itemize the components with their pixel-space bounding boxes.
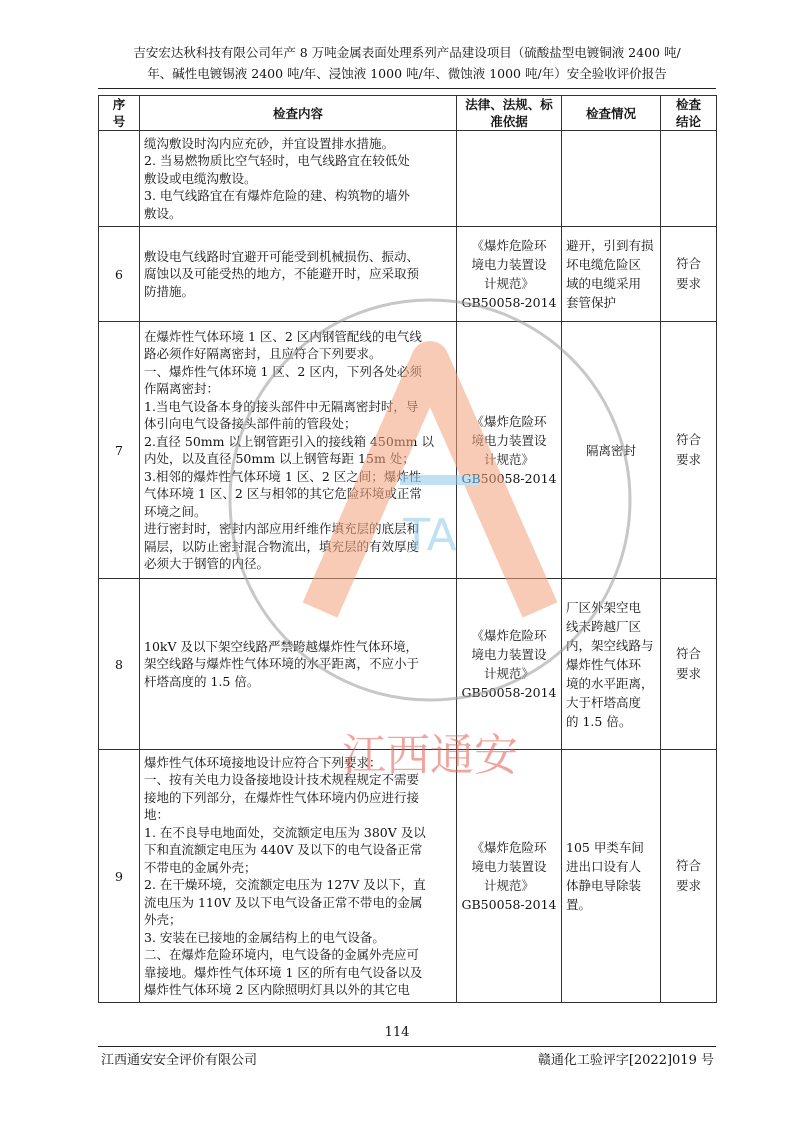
row-number: 7 <box>99 322 140 579</box>
cell-line: 架空线路与爆炸性气体环境的水平距离，不应小于 <box>144 656 420 672</box>
cell-line: 1.当电气设备本身的接头部件中无隔离密封时，导 <box>144 398 419 414</box>
cell-line: 爆炸性气体环境接地设计应符合下列要求： <box>144 754 382 770</box>
cell-line: 必须大于钢管的内径。 <box>144 556 270 571</box>
cell-line: 进行密封时，密封内部应用纤维作填充层的底层和 <box>144 521 420 536</box>
row-check <box>562 131 661 227</box>
cell-line: 域的电缆采用 <box>566 276 642 291</box>
cell-line: 爆炸性气体环 <box>566 656 642 672</box>
row-conclusion <box>661 579 717 750</box>
cell-line: 一、爆炸性气体环境 1 区、2 区内，下列各处必须 <box>144 363 422 379</box>
cell-line: 作隔离密封： <box>144 381 220 396</box>
cell-line: 体引向电气设备接头部件前的管段处； <box>144 416 357 431</box>
cell-line: 3. 安装在已接地的金属结构上的电气设备。 <box>144 929 385 945</box>
cell-line: 3.相邻的爆炸性气体环境 1 区、2 区之间；爆炸性 <box>144 468 422 484</box>
row-conclusion <box>661 750 717 1003</box>
report-header <box>100 42 714 84</box>
cell-line: GB50058-2014 <box>461 471 557 486</box>
cell-line: 符合 <box>675 256 701 271</box>
cell-line: 境电力装置设 <box>471 859 547 874</box>
cell-line: 《爆炸危险环 <box>471 840 547 855</box>
cell-line: 隔离密封 <box>585 442 636 458</box>
header-conclusion: 检查 结论 <box>661 96 717 131</box>
cell-line: 境电力装置设 <box>471 433 547 448</box>
cell-line: 境的水平距离， <box>566 675 654 691</box>
header-line-2: 年、碱性电镀锡液 2400 吨/年、浸蚀液 1000 吨/年、微蚀液 1000 吨/年）安全验收评价报告 <box>147 66 667 81</box>
cell-line: 2. 当易燃物质比空气轻时，电气线路宜在较低处 <box>144 153 410 169</box>
cell-line: 计规范》 <box>483 452 534 467</box>
table-row <box>99 227 717 322</box>
row-content <box>140 579 457 750</box>
cell-line: 一、按有关电力设备接地设计技术规程规定不需要 <box>144 772 420 787</box>
header-content: 检查内容 <box>140 96 457 131</box>
cell-line: 要求 <box>675 878 701 893</box>
cell-line: 敷设。 <box>144 205 182 221</box>
row-number: 9 <box>99 750 140 1003</box>
row-basis <box>457 131 562 227</box>
table-row <box>99 750 717 1003</box>
header-no: 序 号 <box>99 96 140 131</box>
cell-line: 接地的下列部分，在爆炸性气体环境内仍应进行接 <box>144 789 420 805</box>
cell-line: 要求 <box>675 276 701 291</box>
inspection-table <box>98 95 717 1003</box>
footer-doc-number: 赣通化工验评字[2022]019 号 <box>537 1053 714 1068</box>
cell-line: 符合 <box>675 432 701 447</box>
header-check: 检查情况 <box>562 96 661 131</box>
row-check <box>562 227 661 322</box>
cell-line: GB50058-2014 <box>461 897 557 912</box>
cell-line: 腐蚀以及可能受热的地方，不能避开时，应采取预 <box>144 266 420 282</box>
cell-line: 计规范》 <box>483 878 534 893</box>
row-number: 6 <box>99 227 140 322</box>
row-content <box>140 322 457 579</box>
cell-line: 环境之间。 <box>144 503 207 519</box>
table-row <box>99 579 717 750</box>
cell-line: GB50058-2014 <box>461 295 557 310</box>
table-body <box>99 131 717 1003</box>
cell-line: 敷设或电缆沟敷设。 <box>144 170 257 186</box>
watermark-ta: TA <box>403 510 457 561</box>
cell-line: 敷设电气线路时宜避开可能受到机械损伤、振动、 <box>144 248 420 264</box>
cell-line: 隔层，以防止密封混合物流出，填充层的有效厚度 <box>144 538 420 554</box>
row-basis <box>457 227 562 322</box>
table-row <box>99 322 717 579</box>
header-line-1: 吉安宏达秋科技有限公司年产 8 万吨金属表面处理系列产品建设项目（硫酸盐型电镀铜液 2400 吨/ <box>133 45 681 60</box>
cell-line: 要求 <box>675 452 701 467</box>
cell-line: 《爆炸危险环 <box>471 238 547 253</box>
cell-line: 下和直流额定电压为 440V 及以下的电气设备正常 <box>144 842 423 857</box>
cell-line: 计规范》 <box>483 276 534 291</box>
row-content <box>140 750 457 1003</box>
cell-line: 计规范》 <box>483 666 534 681</box>
cell-line: 符合 <box>675 646 701 661</box>
cell-line: 进出口设有人 <box>566 859 642 874</box>
cell-line: 体静电导除装 <box>566 878 642 893</box>
cell-line: 10kV 及以下架空线路严禁跨越爆炸性气体环境， <box>144 638 418 654</box>
row-check <box>562 579 661 750</box>
cell-line: 要求 <box>675 666 701 681</box>
cell-line: 《爆炸危险环 <box>471 628 547 643</box>
header-rule <box>98 88 716 89</box>
row-number: 8 <box>99 579 140 750</box>
cell-line: 《爆炸危险环 <box>471 414 547 429</box>
row-content <box>140 131 457 227</box>
cell-line: 爆炸性气体环境 2 区内除照明灯具以外的其它电 <box>144 982 410 997</box>
header-basis: 法律、法规、标 准依据 <box>457 96 562 131</box>
cell-line: 缆沟敷设时沟内应充砂，并宜设置排水措施。 <box>144 135 395 151</box>
cell-line: 1. 在不良导电地面处，交流额定电压为 380V 及以 <box>144 824 426 840</box>
cell-line: 靠接地。爆炸性气体环境 1 区的所有电气设备以及 <box>144 964 423 980</box>
cell-line: 外壳； <box>144 912 182 927</box>
watermark-text: 江西通安 <box>342 730 518 781</box>
row-conclusion <box>661 322 717 579</box>
row-content <box>140 227 457 322</box>
footer-rule <box>98 1046 716 1047</box>
cell-line: 防措施。 <box>144 283 195 299</box>
row-basis <box>457 579 562 750</box>
cell-line: 置。 <box>566 897 592 912</box>
cell-line: 路必须作好隔离密封，且应符合下列要求。 <box>144 346 382 361</box>
cell-line: 地： <box>144 807 170 822</box>
row-number <box>99 131 140 227</box>
cell-line: 3. 电气线路宜在有爆炸危险的建、构筑物的墙外 <box>144 188 410 204</box>
cell-line: GB50058-2014 <box>461 685 557 700</box>
cell-line: 在爆炸性气体环境 1 区、2 区内钢管配线的电气线 <box>144 328 422 344</box>
cell-line: 流电压为 110V 及以下电气设备正常不带电的金属 <box>144 894 423 910</box>
row-basis <box>457 322 562 579</box>
table-header-row <box>99 96 717 131</box>
table-row <box>99 131 717 227</box>
cell-line: 不带电的金属外壳； <box>144 859 257 875</box>
cell-line: 内，架空线路与 <box>566 637 654 653</box>
row-check <box>562 750 661 1003</box>
cell-line: 线未跨越厂区 <box>566 618 642 634</box>
cell-line: 2. 在干燥环境，交流额定电压为 127V 及以下，直 <box>144 877 426 892</box>
cell-line: 的 1.5 倍。 <box>566 713 632 729</box>
cell-line: 内处，以及直径 50mm 以上钢管每距 15m 处； <box>144 451 415 466</box>
row-check <box>562 322 661 579</box>
cell-line: 2.直径 50mm 以上钢管距引入的接线箱 450mm 以 <box>144 433 434 449</box>
cell-line: 坏电缆危险区 <box>566 257 642 272</box>
cell-line: 符合 <box>675 858 701 873</box>
cell-line: 境电力装置设 <box>471 647 547 662</box>
cell-line: 杆塔高度的 1.5 倍。 <box>144 673 260 689</box>
row-conclusion <box>661 227 717 322</box>
cell-line: 大于杆塔高度 <box>566 694 642 710</box>
cell-line: 境电力装置设 <box>471 257 547 272</box>
cell-line: 105 甲类车间 <box>566 840 644 855</box>
cell-line: 厂区外架空电 <box>566 599 642 615</box>
footer-company: 江西通安安全评价有限公司 <box>101 1053 258 1068</box>
row-basis <box>457 750 562 1003</box>
cell-line: 避开，引到有损 <box>566 238 654 253</box>
cell-line: 套管保护 <box>566 295 617 310</box>
page-number: 114 <box>384 1025 410 1040</box>
row-conclusion <box>661 131 717 227</box>
cell-line: 二、在爆炸危险环境内，电气设备的金属外壳应可 <box>144 947 420 962</box>
cell-line: 气体环境 1 区、2 区与相邻的其它危险环境或正常 <box>144 486 422 501</box>
